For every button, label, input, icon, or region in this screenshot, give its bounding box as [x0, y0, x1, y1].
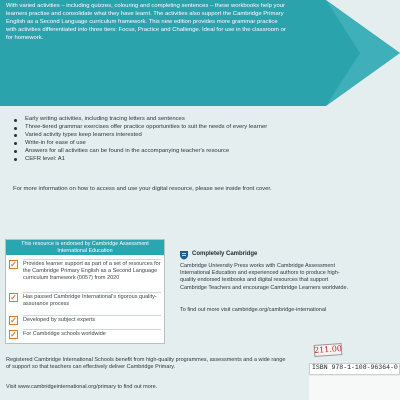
bullet-icon: [14, 134, 17, 137]
completely-cambridge-title: Completely Cambridge: [192, 251, 258, 257]
list-item: CEFR level: A1: [13, 156, 343, 164]
digital-resource-info: For more information on how to access and use your digital resource, please see inside front cover.: [13, 186, 272, 192]
features-list: [13, 116, 343, 163]
completely-cambridge-link-text: To find out more visit cambridge.org/cambridge-international: [180, 307, 327, 313]
check-icon: ✓: [10, 260, 17, 269]
check-icon: ✓: [10, 316, 17, 325]
list-item: Answers for all activities can be found in the accompanying teacher's resource: [13, 148, 343, 156]
visit-website-text: Visit www.cambridgeinternational.org/primary to find out more.: [6, 384, 158, 390]
bullet-icon: [14, 150, 17, 153]
list-item: Varied activity types keep learners interested: [13, 132, 343, 140]
bullet-icon: [14, 142, 17, 145]
check-icon: ✓: [10, 330, 17, 339]
completely-cambridge-body: Cambridge University Press works with Cambridge Assessment International Education and experienced authors to produce high-quality endorsed textbooks and digital resources that support Cambridge Teachers and encourage Cambridge Learners worldwide.: [180, 263, 349, 291]
check-icon: ✓: [10, 293, 17, 302]
isbn-number: ISBN 978-1-108-96364-0: [312, 364, 398, 371]
list-item: Early writing activities, including tracing letters and sentences: [13, 116, 343, 124]
endorsement-item: ✓ Has passed Cambridge International's rigorous quality-assurance process: [9, 292, 161, 310]
bullet-icon: [14, 158, 17, 161]
endorsement-item: ✓ Developed by subject experts: [9, 315, 161, 325]
registered-schools-text: Registered Cambridge International Schools benefit from high-quality programmes, assessments and a wide range of support so that teachers can effectively deliver Cambridge Primary.: [6, 357, 286, 371]
bullet-icon: [14, 119, 17, 122]
intro-paragraph: With varied activities – including quizzes, colouring and completing sentences – these workbooks help your learners practise and consolidate what they have learnt. The activities also support the Cambridge Primary English as a Second Language curriculum framework. This new edition provides more grammar practice with activities differentiated into three tiers: Focus, Practice and Challenge. Ideal for use in the classroom or for homework.: [6, 3, 286, 41]
endorsement-item: ✓ Provides learner support as part of a set of resources for the Cambridge Primary English as a Second Language curriculum framework (0057) from 2020: [10, 260, 161, 282]
barcode-area: [309, 376, 400, 400]
list-item: Three-tiered grammar exercises offer practice opportunities to suit the needs of every learner: [13, 124, 343, 132]
price-sticker-text: 211.00: [313, 344, 343, 355]
list-item: Write-in for ease of use: [13, 140, 343, 148]
cambridge-shield-icon: [179, 250, 189, 260]
endorsement-item: ✓ For Cambridge schools worldwide: [9, 329, 161, 339]
bullet-icon: [14, 127, 17, 130]
endorsement-heading: This resource is endorsed by Cambridge Assessment International Education: [6, 240, 164, 255]
endorsement-box: [5, 239, 165, 344]
